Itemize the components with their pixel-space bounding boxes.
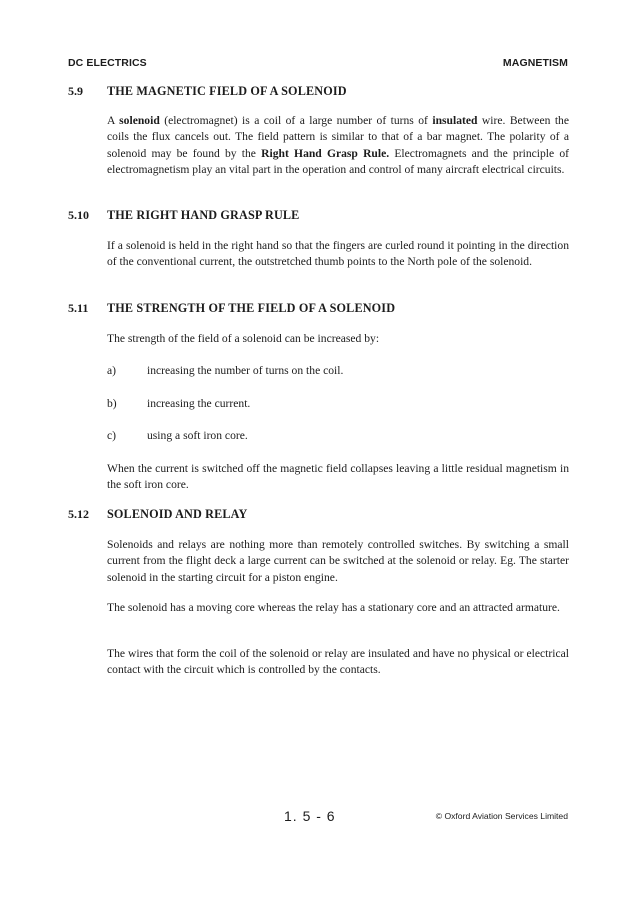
list-marker: b) bbox=[107, 397, 117, 410]
section-title: THE MAGNETIC FIELD OF A SOLENOID bbox=[107, 84, 347, 98]
running-header-topic: MAGNETISM bbox=[502, 57, 568, 69]
list-marker: a) bbox=[107, 364, 117, 377]
running-header-chapter: DC ELECTRICS bbox=[68, 57, 147, 69]
paragraph-outro: When the current is switched off the magnetic field collapses leaving a little residual magnetism in the soft iron core. bbox=[107, 462, 569, 492]
paragraph: Solenoids and relays are nothing more than remotely controlled switches. By switching a small current from the flight deck a large current can be switched at the solenoid or relay. Eg. The starter solenoid in the starting circuit for a piston engine. bbox=[107, 538, 569, 584]
list-text: increasing the current. bbox=[147, 397, 251, 410]
section-number: 5.10 bbox=[68, 208, 89, 222]
section-number: 5.11 bbox=[68, 301, 89, 315]
list-text: using a soft iron core. bbox=[147, 429, 248, 442]
list-text: increasing the number of turns on the coil. bbox=[147, 364, 344, 377]
paragraph: A solenoid (electromagnet) is a coil of a large number of turns of insulated wire. Between the coils the flux cancels out. The field pattern is similar to that of a bar magnet. The polarity of a solenoid may be found by the Right Hand Grasp Rule. Electromagnets and the principle of electromagnetism play an vital part in the operation and control of many aircraft electrical circuits. bbox=[107, 114, 569, 176]
section-number: 5.9 bbox=[68, 84, 83, 98]
paragraph: If a solenoid is held in the right hand so that the fingers are curled round it pointing in the direction of the conventional current, the outstretched thumb points to the North pole of the solenoid. bbox=[107, 239, 569, 269]
copyright-notice: © Oxford Aviation Services Limited bbox=[435, 811, 568, 821]
page-number: 1. 5 - 6 bbox=[284, 808, 336, 824]
paragraph: The wires that form the coil of the solenoid or relay are insulated and have no physical or electrical contact with the circuit which is controlled by the contacts. bbox=[107, 647, 569, 677]
bold-term: insulated bbox=[432, 114, 478, 127]
section-title: THE STRENGTH OF THE FIELD OF A SOLENOID bbox=[107, 301, 396, 315]
paragraph: The solenoid has a moving core whereas the relay has a stationary core and an attracted armature. bbox=[107, 601, 560, 614]
section-title: SOLENOID AND RELAY bbox=[107, 507, 248, 521]
bold-term: Right Hand Grasp Rule. bbox=[261, 146, 390, 160]
paragraph-intro: The strength of the field of a solenoid can be increased by: bbox=[107, 332, 380, 345]
list-marker: c) bbox=[107, 429, 117, 442]
section-number: 5.12 bbox=[68, 507, 89, 521]
section-title: THE RIGHT HAND GRASP RULE bbox=[107, 208, 300, 222]
bold-term: solenoid bbox=[119, 114, 160, 127]
